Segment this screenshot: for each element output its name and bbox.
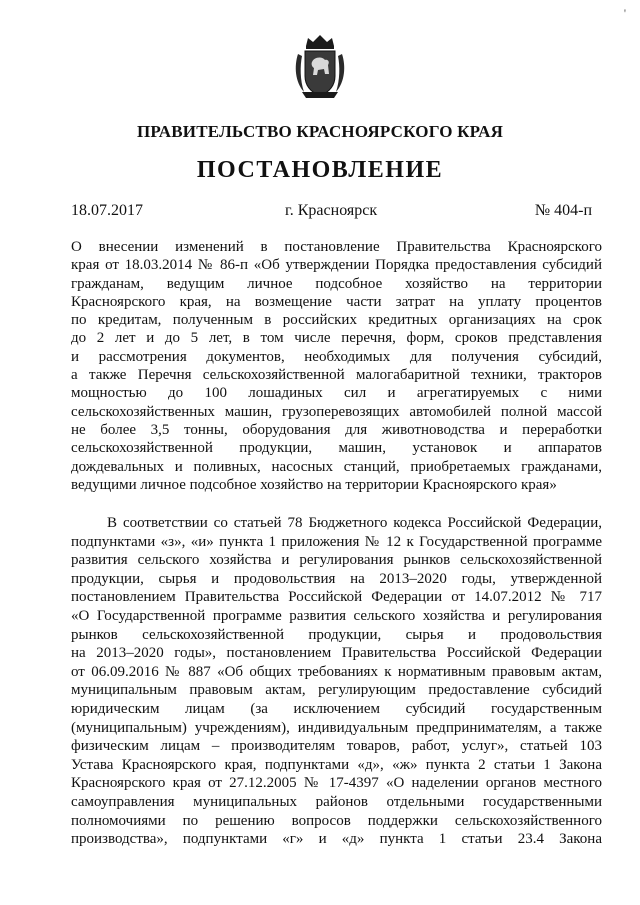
corner-mark: ' [623, 6, 626, 20]
title-line: а также Перечня сельскохозяйственной малогабаритной техники, тракторов [71, 367, 602, 384]
title-line: дождевальных и поливных, насосных станций, приобретаемых гражданами, [71, 458, 602, 475]
body-line: производства», подпунктами «г» и «д» пункта 1 статьи 23.4 Закона [71, 831, 602, 848]
document-meta [71, 202, 592, 224]
body-line: юридическим лицам (за исключением субсидий государственным [71, 700, 602, 717]
document-city: г. Красноярск [285, 202, 378, 219]
body-line: муниципальным правовым актам, регулирующим предоставление субсидий [71, 682, 602, 699]
title-line: О внесении изменений в постановление Правительства Красноярского [71, 239, 602, 255]
body-line: рынков сельскохозяйственной продукции, сырья и продовольствия [71, 626, 602, 643]
document-number: № 404-п [534, 202, 592, 219]
body-line: полномочиями по решению вопросов поддержки сельскохозяйственного [71, 812, 602, 829]
body-line: подпунктами «з», «и» пункта 1 приложения № 12 к Государственной программе [71, 533, 602, 550]
body-line: от 06.09.2016 № 887 «Об общих требованиях к нормативным правовым актам, [71, 663, 602, 680]
document-body [71, 514, 602, 849]
body-line: самоуправления муниципальных районов отдельными государственными [71, 793, 602, 810]
body-line: постановлением Правительства Российской Федерации от 14.07.2012 № 717 [71, 589, 602, 606]
body-line: на 2013–2020 годы», постановлением Правительства Российской Федерации [71, 645, 602, 662]
document-type: ПОСТАНОВЛЕНИЕ [196, 157, 444, 183]
body-line: Устава Красноярского края, подпунктами «д», «ж» пункта 2 статьи 1 Закона [71, 756, 602, 773]
body-line: физическим лицам – производителям товаров, работ, услуг», статьей 103 [71, 738, 602, 755]
coat-of-arms-icon [292, 32, 348, 102]
title-line: сельскохозяйственной продукции, машин, установок и аппаратов [71, 440, 602, 457]
title-line: края от 18.03.2014 № 86-п «Об утверждении Порядка предоставления субсидий [71, 257, 602, 274]
title-line: гражданам, ведущим личное подсобное хозяйство на территории [71, 275, 602, 292]
body-line: «О Государственной программе развития сельского хозяйства и регулирования [71, 607, 602, 624]
government-name: ПРАВИТЕЛЬСТВО КРАСНОЯРСКОГО КРАЯ [136, 122, 504, 141]
title-line: мощностью до 100 лошадиных сил и агрегатируемых с ними [71, 385, 602, 402]
title-line: сельскохозяйственных машин, грузоперевозящих автомобилей полной массой [71, 403, 602, 420]
body-line: (муниципальным) учреждениям), индивидуальным предпринимателям, а также [71, 719, 602, 736]
title-line: и рассмотрения документов, необходимых для получения субсидий, [71, 348, 602, 365]
title-line: по кредитам, полученным в российских кредитных организациях на срок [71, 312, 602, 329]
body-line: Красноярского края от 27.12.2005 № 17-4397 «О наделении органов местного [71, 775, 602, 792]
document-title [71, 238, 602, 494]
body-line: В соответствии со статьей 78 Бюджетного кодекса Российской Федерации, [107, 515, 602, 531]
body-line: продукции, сырья и продовольствия на 2013–2020 годы, утвержденной [71, 570, 602, 587]
title-line: ведущими личное подсобное хозяйство на территории Красноярского края» [71, 476, 557, 493]
title-line: Красноярского края, на возмещение части затрат на уплату процентов [71, 293, 602, 310]
body-line: развития сельского хозяйства и регулирования рынков сельскохозяйственной [71, 552, 602, 569]
title-line: до 2 лет и до 5 лет, в том числе перечня, форм, сроков представления [71, 330, 602, 347]
document-date: 18.07.2017 [71, 202, 143, 219]
title-line: не более 3,5 тонны, оборудования для животноводства и переработки [71, 421, 602, 438]
